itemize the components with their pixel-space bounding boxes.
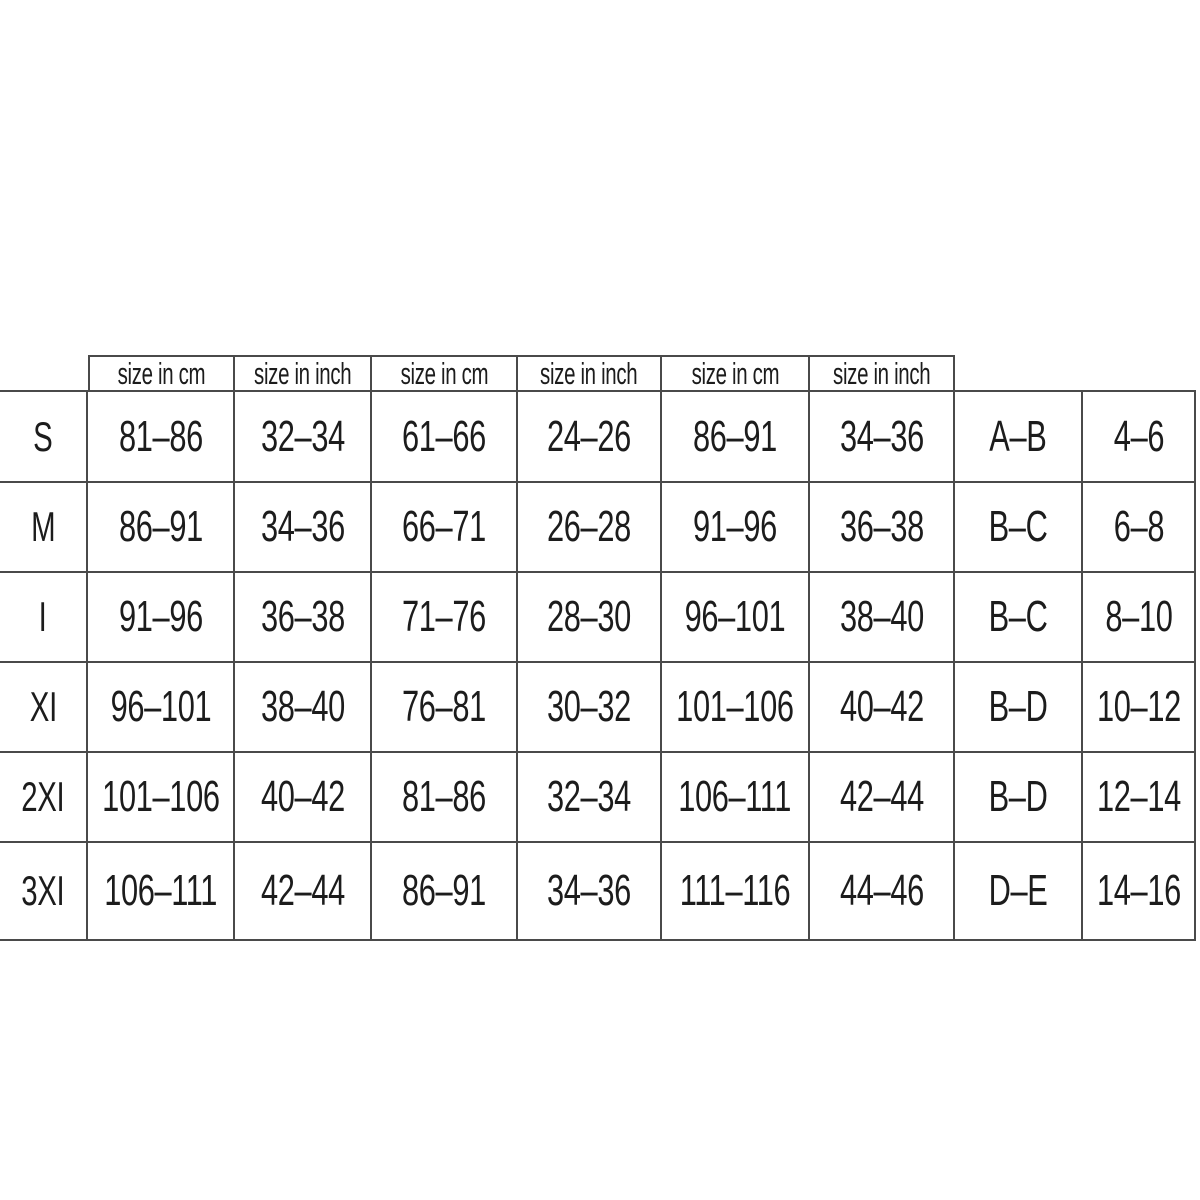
size-label-cell (0, 843, 88, 941)
table-cell: 71–76 (372, 573, 518, 663)
header-size-in-inch-2 (518, 355, 662, 392)
header-us-size-blank (1083, 355, 1196, 392)
table-cell: 111–116 (662, 843, 810, 941)
table-cell: 32–34 (518, 753, 662, 843)
cup-size-cell: B–C (955, 483, 1083, 573)
size-label-cell (0, 753, 88, 843)
table-cell: 81–86 (372, 753, 518, 843)
table-cell: 86–91 (372, 843, 518, 941)
size-label: 3XI (21, 867, 65, 914)
header-size-in-inch-1 (235, 355, 372, 392)
table-cell: 28–30 (518, 573, 662, 663)
us-size-cell: 12–14 (1083, 753, 1196, 843)
table-cell: 81–86 (88, 392, 235, 483)
table-cell: 30–32 (518, 663, 662, 753)
table-cell: 86–91 (88, 483, 235, 573)
table-cell: 36–38 (235, 573, 372, 663)
table-cell: 106–111 (662, 753, 810, 843)
table-cell: 96–101 (662, 573, 810, 663)
table-cell: 101–106 (88, 753, 235, 843)
header-cup-blank (955, 355, 1083, 392)
table-cell: 61–66 (372, 392, 518, 483)
header-label: size in inch (540, 355, 638, 391)
table-cell: 96–101 (88, 663, 235, 753)
table-cell: 26–28 (518, 483, 662, 573)
us-size-cell: 8–10 (1083, 573, 1196, 663)
header-label: size in cm (400, 355, 488, 391)
size-label: M (30, 503, 56, 550)
header-label: size in cm (117, 355, 206, 391)
table-cell: 76–81 (372, 663, 518, 753)
cup-size-cell: A–B (955, 392, 1083, 483)
us-size-cell: 10–12 (1083, 663, 1196, 753)
header-size-in-cm-1 (88, 355, 235, 392)
table-cell: 36–38 (810, 483, 955, 573)
cup-size-cell: D–E (955, 843, 1083, 941)
size-label-cell (0, 573, 88, 663)
us-size-cell: 4–6 (1083, 392, 1196, 483)
cup-size-cell: B–D (955, 663, 1083, 753)
us-size-cell: 6–8 (1083, 483, 1196, 573)
table-cell: 40–42 (235, 753, 372, 843)
table-cell: 32–34 (235, 392, 372, 483)
size-label-cell (0, 663, 88, 753)
table-cell: 91–96 (662, 483, 810, 573)
table-cell: 34–36 (235, 483, 372, 573)
table-cell: 66–71 (372, 483, 518, 573)
table-cell: 44–46 (810, 843, 955, 941)
table-cell: 91–96 (88, 573, 235, 663)
size-label-cell (0, 483, 88, 573)
size-label: I (39, 593, 47, 640)
header-label: size in inch (253, 355, 352, 391)
table-cell: 42–44 (810, 753, 955, 843)
header-label: size in cm (691, 355, 779, 391)
table-cell: 38–40 (235, 663, 372, 753)
size-label-cell (0, 392, 88, 483)
table-cell: 86–91 (662, 392, 810, 483)
table-cell: 34–36 (810, 392, 955, 483)
cup-size-cell: B–D (955, 753, 1083, 843)
size-label: 2XI (21, 773, 65, 820)
cup-size-cell: B–C (955, 573, 1083, 663)
header-size-in-inch-3 (810, 355, 955, 392)
table-cell: 40–42 (810, 663, 955, 753)
size-label: S (33, 412, 53, 460)
header-corner-blank (0, 355, 88, 392)
header-label: size in inch (832, 355, 931, 391)
table-cell: 38–40 (810, 573, 955, 663)
table-cell: 34–36 (518, 843, 662, 941)
table-cell: 24–26 (518, 392, 662, 483)
table-cell: 42–44 (235, 843, 372, 941)
us-size-cell: 14–16 (1083, 843, 1196, 941)
table-cell: 101–106 (662, 663, 810, 753)
header-size-in-cm-2 (372, 355, 518, 392)
header-size-in-cm-3 (662, 355, 810, 392)
size-label: XI (29, 683, 57, 730)
size-chart-table (0, 355, 1196, 941)
table-cell: 106–111 (88, 843, 235, 941)
